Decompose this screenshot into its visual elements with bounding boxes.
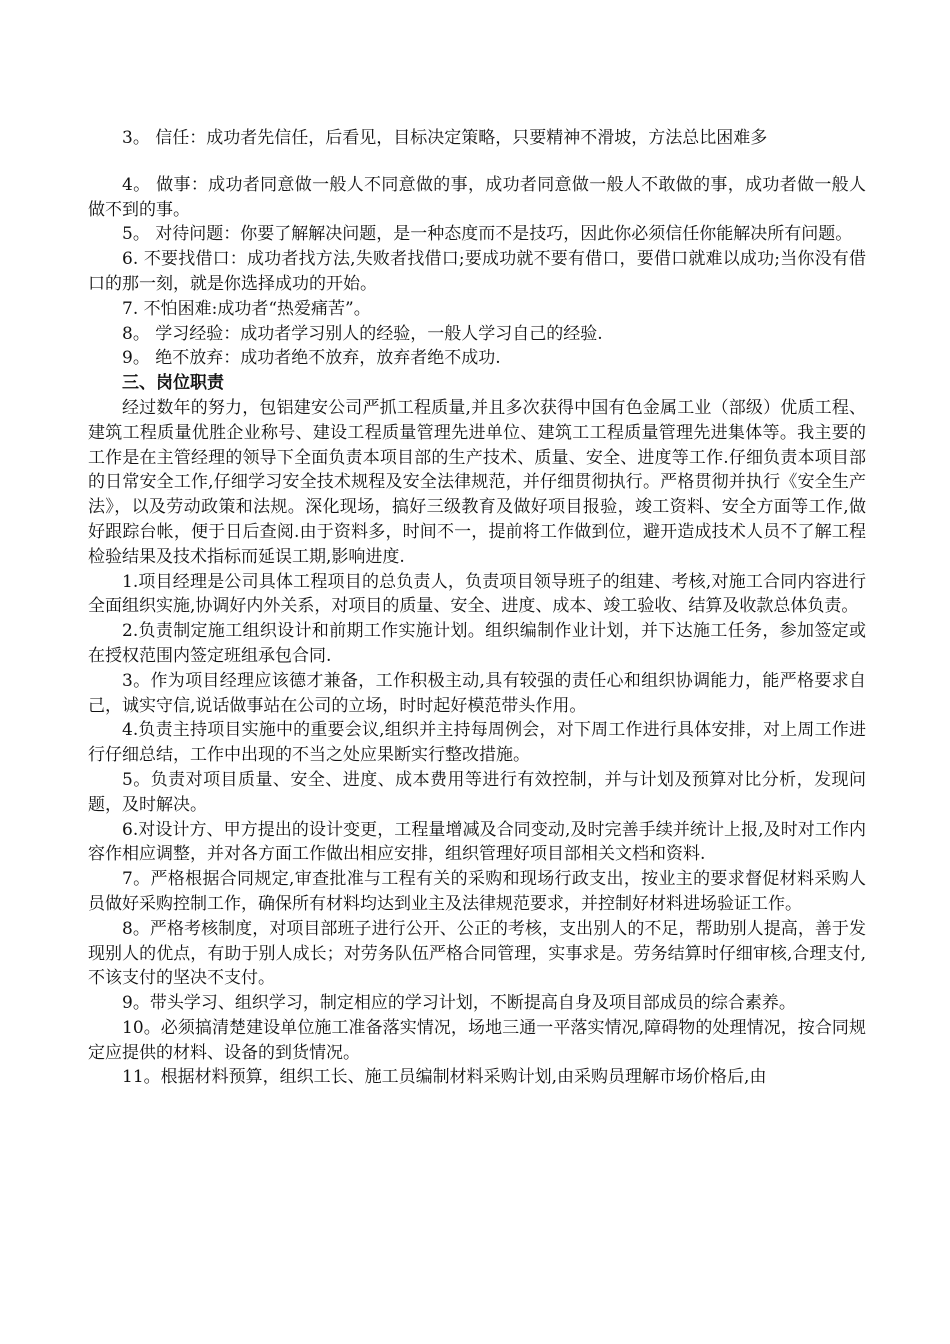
- duty-item-2: 2.负责制定施工组织设计和前期工作实施计划。组织编制作业计划，并下达施工任务，参加签定或在授权范围内签定班组承包合同.: [88, 621, 866, 666]
- duty-item-4: 4.负责主持项目实施中的重要会议,组织并主持每周例会，对下周工作进行具体安排，对上周工作进行仔细总结，工作中出现的不当之处应果断实行整改措施。: [88, 720, 866, 766]
- duty-item-8: 8。严格考核制度，对项目部班子进行公开、公正的考核，支出别人的不足，帮助别人提高，善于发现别人的优点，有助于别人成长；对劳务队伍严格合同管理，实事求是。劳务结算时仔细审核,合理支付,不该支付的坚决不支付。: [88, 918, 866, 989]
- duty-item-3: 3。作为项目经理应该德才兼备，工作积极主动,具有较强的责任心和组织协调能力，能严格要求自己，诚实守信,说话做事站在公司的立场，时时起好模范带头作用。: [88, 670, 866, 716]
- duty-item-11: 11。根据材料预算，组织工长、施工员编制材料采购计划,由采购员理解市场价格后,由: [122, 1067, 767, 1088]
- duty-item-9: 9。带头学习、组织学习，制定相应的学习计划，不断提高自身及项目部成员的综合素养。: [122, 993, 796, 1014]
- paragraph-item-9: 9。 绝不放弃：成功者绝不放弃，放弃者绝不成功.: [122, 348, 501, 369]
- paragraph-item-7: 7. 不怕困难:成功者“热爱痛苦”。: [122, 298, 371, 319]
- paragraph-item-8: 8。 学习经验：成功者学习别人的经验，一般人学习自己的经验.: [122, 323, 603, 344]
- section-heading: 三、岗位职责: [122, 373, 224, 394]
- document-body: [88, 126, 866, 1090]
- paragraph-item-6: 6. 不要找借口：成功者找方法,失败者找借口;要成功就不要有借口，要借口就难以成功;当你没有借口的那一刻，就是你选择成功的开始。: [88, 249, 866, 294]
- duty-item-7: 7。严格根据合同规定,审查批准与工程有关的采购和现场行政支出，按业主的要求督促材料采购人员做好采购控制工作，确保所有材料均达到业主及法律规范要求，并控制好材料进场验证工作。: [88, 869, 866, 914]
- duty-item-5: 5。负责对项目质量、安全、进度、成本费用等进行有效控制，并与计划及预算对比分析，发现问题，及时解决。: [88, 769, 866, 815]
- duty-item-6: 6.对设计方、甲方提出的设计变更，工程量增减及合同变动,及时完善手续并统计上报,及时对工作内容作相应调整，并对各方面工作做出相应安排，组织管理好项目部相关文档和资料.: [88, 819, 866, 865]
- paragraph-item-4: 4。 做事：成功者同意做一般人不同意做的事，成功者同意做一般人不敢做的事，成功者做一般人做不到的事。: [88, 174, 866, 220]
- paragraph-intro: 经过数年的努力，包铝建安公司严抓工程质量,并且多次获得中国有色金属工业（部级）优质工程、建筑工程质量优胜企业称号、建设工程质量管理先进单位、建筑工工程质量管理先进集体等。我主要的工作是在主管经理的领导下全面负责本项目部的生产技术、质量、安全、进度等工作.仔细负责本项目部的日常安全工作,仔细学习安全技术规程及安全法律规范，并仔细贯彻执行。严格贯彻并执行《安全生产法》，以及劳动政策和法规。深化现场，搞好三级教育及做好项目报验，竣工资料、安全方面等工作,做好跟踪台帐，便于日后查阅.由于资料多，时间不一，提前将工作做到位，避开造成技术人员不了解工程检验结果及技术指标而延误工期,影响进度.: [88, 397, 866, 567]
- duty-item-10: 10。必须搞清楚建设单位施工准备落实情况，场地三通一平落实情况,障碍物的处理情况，按合同规定应提供的材料、设备的到货情况。: [88, 1017, 866, 1063]
- paragraph-item-5: 5。 对待问题：你要了解解决问题，是一种态度而不是技巧，因此你必须信任你能解决所有问题。: [122, 224, 853, 245]
- duty-item-1: 1.项目经理是公司具体工程项目的总负责人，负责项目领导班子的组建、考核,对施工合同内容进行全面组织实施,协调好内外关系，对项目的质量、安全、进度、成本、竣工验收、结算及收款总体负责。: [88, 571, 866, 617]
- paragraph-item-3: 3。 信任：成功者先信任，后看见，目标决定策略，只要精神不滑坡，方法总比困难多: [122, 128, 768, 148]
